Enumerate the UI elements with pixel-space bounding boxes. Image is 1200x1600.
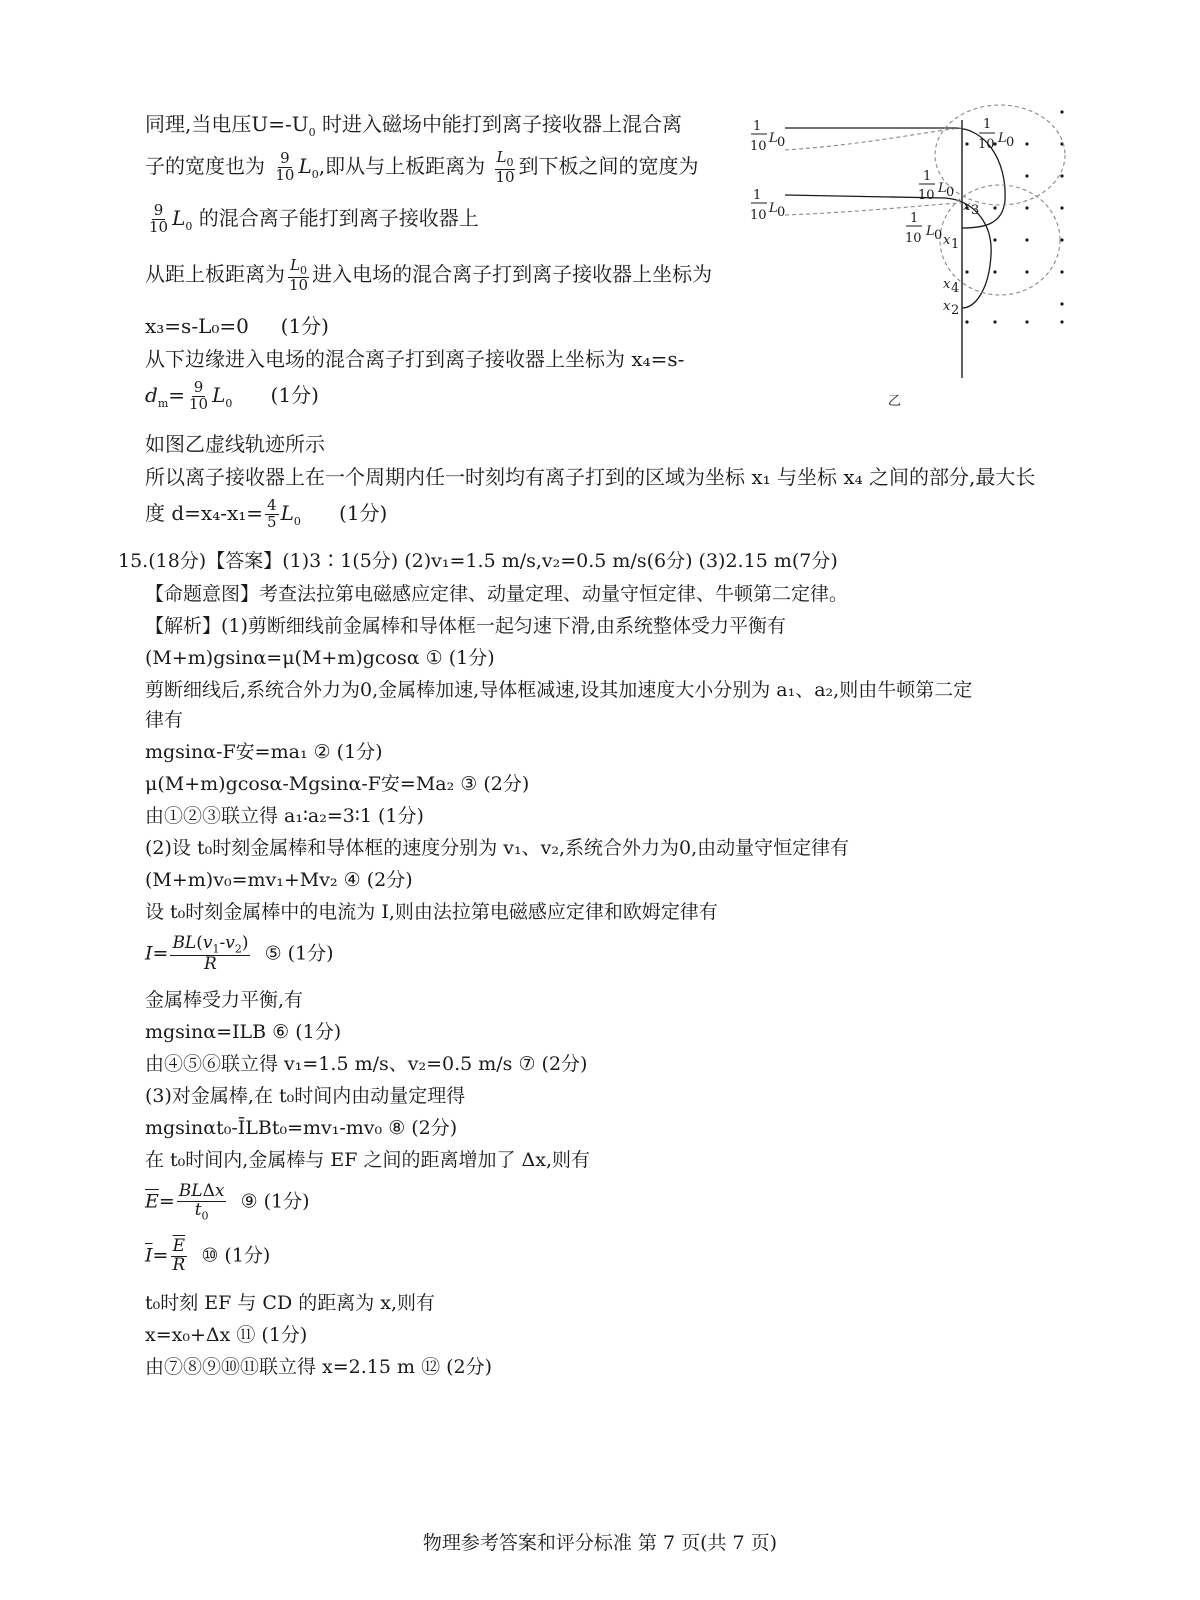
text-line: 如图乙虚线轨迹所示 — [145, 432, 325, 456]
text-line: 子的宽度也为 $\frac{9}{10}$ $L_0$,即从与上板距离为 $\frac{L_0}{10}$ 到下板之间的宽度为 — [145, 148, 699, 186]
equation-line: (M+m)gsinα=μ(M+m)gcosα ① (1分) — [145, 647, 495, 669]
svg-text:3: 3 — [971, 203, 980, 218]
svg-text:L: L — [998, 131, 1007, 146]
text-line: 由①②③联立得 a₁∶a₂=3∶1 (1分) — [145, 805, 424, 827]
text-line: 在 t₀时间内,金属棒与 EF 之间的距离增加了 Δx,则有 — [145, 1149, 590, 1171]
trajectory-diagram-svg — [745, 100, 1085, 420]
fraction-9-10: $\frac{9}{10}$ — [149, 201, 169, 236]
fraction-9-10: $\frac{9}{10}$ — [275, 149, 295, 185]
svg-text:10: 10 — [918, 188, 935, 203]
upper-dashed-circle — [935, 105, 1065, 205]
text-line: (3)对金属棒,在 t₀时间内由动量定理得 — [145, 1085, 466, 1107]
fraction-emf: $\frac{\text{BLΔx}}{t_0}$ — [178, 1181, 225, 1223]
text-line: $\frac{9}{10}$ $L_0$ 的混合离子能打到离子接收器上 — [149, 201, 479, 236]
svg-text:10: 10 — [905, 231, 922, 246]
svg-text:0: 0 — [777, 205, 786, 220]
text-line: 同理,当电压$U=-U_0$ 时进入磁场中能打到离子接收器上混合离 — [145, 112, 682, 139]
text-line: t₀时刻 EF 与 CD 的距离为 x,则有 — [145, 1292, 436, 1314]
svg-text:L: L — [769, 201, 778, 216]
equation-line: $\overline{E}=$ $\frac{\text{BLΔx}}{t_0}$ ⑨ (1分) — [145, 1181, 310, 1223]
figure-caption: 乙 — [888, 394, 902, 409]
text-line: 由④⑤⑥联立得 v₁=1.5 m/s、v₂=0.5 m/s ⑦ (2分) — [145, 1053, 588, 1075]
text-line: 剪断细线后,系统合外力为0,金属棒加速,导体框减速,设其加速度大小分别为 a₁、a₂,则由牛顿第二定 — [145, 679, 973, 701]
fraction-l0-10: $\frac{L_0}{10}$ — [289, 256, 309, 294]
text-line: $d_m=$ $\frac{9}{10}$ $L_0$ (1分) — [145, 378, 319, 413]
svg-text:1: 1 — [923, 169, 932, 184]
svg-text:L: L — [769, 131, 778, 146]
fraction-l0-10: $\frac{L_0}{10}$ — [495, 148, 515, 186]
equation-line: (M+m)v₀=mv₁+Mv₂ ④ (2分) — [145, 869, 413, 891]
equation-line: mgsinα=ILB ⑥ (1分) — [145, 1021, 342, 1043]
svg-text:1: 1 — [951, 237, 960, 252]
svg-text:0: 0 — [946, 185, 955, 200]
equation-line: $\overline{I}=$ $\frac{\overline{E}}{R}$ ⑩ (1分) — [145, 1236, 271, 1275]
text-line: 设 t₀时刻金属棒中的电流为 I,则由法拉第电磁感应定律和欧姆定律有 — [145, 901, 718, 923]
svg-text:4: 4 — [951, 281, 960, 296]
svg-text:1: 1 — [753, 119, 762, 134]
page-footer: 物理参考答案和评分标准 第 7 页(共 7 页) — [422, 1532, 778, 1554]
svg-text:10: 10 — [750, 208, 767, 223]
text-line: 由⑦⑧⑨⑩⑪联立得 x=2.15 m ⑫ (2分) — [145, 1356, 493, 1378]
text-line: 【命题意图】考查法拉第电磁感应定律、动量定理、动量守恒定律、牛顿第二定律。 — [145, 583, 849, 605]
label-x4: x — [943, 277, 951, 292]
svg-text:L: L — [938, 181, 947, 196]
svg-text:1: 1 — [753, 188, 762, 203]
text-line: 所以离子接收器上在一个周期内任一时刻均有离子打到的区域为坐标 x₁ 与坐标 x₄ 之间的部分,最大长 — [145, 465, 1036, 489]
svg-text:0: 0 — [1006, 135, 1015, 150]
svg-text:2: 2 — [951, 303, 960, 318]
text-line: 度 d=x₄-x₁= $\frac{4}{5}$ $L_0$ (1分) — [145, 496, 388, 531]
equation-line: μ(M+m)gcosα-Mgsinα-F安=Ma₂ ③ (2分) — [145, 773, 530, 795]
figure-yi-diagram — [745, 100, 1085, 420]
lower-dashed-trajectory — [785, 203, 962, 215]
equation-line: mgsinαt₀-ĪLBt₀=mv₁-mv₀ ⑧ (2分) — [145, 1117, 458, 1139]
svg-text:1: 1 — [910, 211, 919, 226]
svg-text:0: 0 — [934, 228, 943, 243]
fraction-avg-current: $\frac{\overline{E}}{R}$ — [172, 1236, 186, 1275]
text-line: 从距上板距离为 $\frac{L_0}{10}$ 进入电场的混合离子打到离子接收器上坐标为 — [145, 256, 713, 294]
equation-line: I= $\frac{BL(v_1-v_2)}{R}$ ⑤ (1分) — [145, 933, 334, 974]
label-x2: x — [943, 299, 951, 314]
svg-text:L: L — [926, 224, 935, 239]
text-line: 【解析】(1)剪断细线前金属棒和导体框一起匀速下滑,由系统整体受力平衡有 — [145, 615, 786, 637]
text-line: 金属棒受力平衡,有 — [145, 989, 304, 1011]
q15-heading: 15.(18分)【答案】(1)3∶1(5分) (2)v₁=1.5 m/s,v₂=0.5 m/s(6分) (3)2.15 m(7分) — [118, 550, 838, 572]
svg-text:1: 1 — [983, 117, 992, 132]
lower-solid-trajectory — [785, 195, 991, 308]
text-line: (2)设 t₀时刻金属棒和导体框的速度分别为 v₁、v₂,系统合外力为0,由动量守恒定律有 — [145, 837, 850, 859]
equation-line: mgsinα-F安=ma₁ ② (1分) — [145, 741, 383, 763]
svg-text:10: 10 — [750, 139, 767, 154]
svg-text:0: 0 — [777, 135, 786, 150]
text-line: 律有 — [145, 709, 184, 731]
text-line: 从下边缘进入电场的混合离子打到离子接收器上坐标为 x₄=s- — [145, 347, 685, 371]
svg-text:10: 10 — [978, 137, 995, 152]
label-x1: x — [943, 233, 951, 248]
fraction-current: $\frac{BL(v_1-v_2)}{R}$ — [172, 933, 249, 974]
label-x3: x — [963, 199, 971, 214]
equation-line: x=x₀+Δx ⑪ (1分) — [145, 1324, 308, 1346]
fraction-4-5: $\frac{4}{5}$ — [267, 496, 277, 531]
text-line: x₃=s-L₀=0 (1分) — [145, 314, 329, 338]
fraction-9-10: $\frac{9}{10}$ — [189, 378, 209, 413]
